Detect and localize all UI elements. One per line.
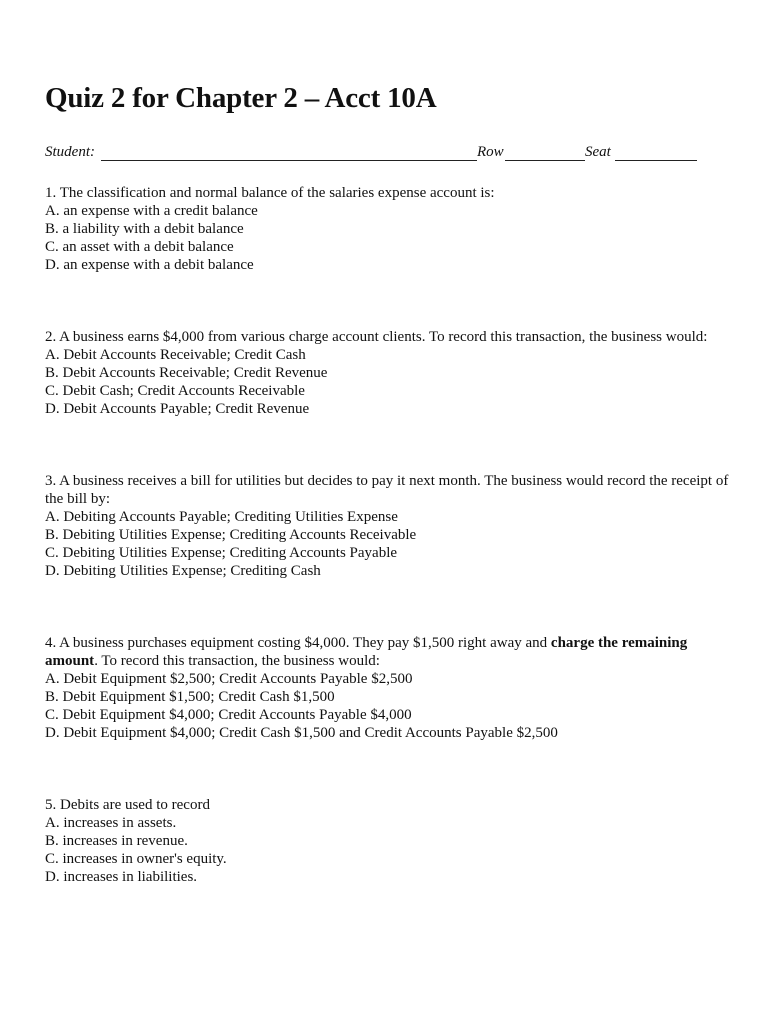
answer-option[interactable]: C. Debiting Utilities Expense; Crediting Accounts Payable — [45, 545, 398, 561]
student-name-blank[interactable] — [101, 160, 477, 161]
question-stem: 1. The classification and normal balance of the salaries expense account is: — [45, 185, 495, 201]
answer-option[interactable]: A. Debiting Accounts Payable; Crediting Utilities Expense — [45, 509, 398, 525]
question-2 — [45, 328, 735, 418]
question-stem-part: 4. A business purchases equipment costing $4,000. They pay $1,500 right away and — [45, 635, 551, 651]
answer-option[interactable]: B. Debiting Utilities Expense; Crediting Accounts Receivable — [45, 527, 417, 543]
question-5 — [45, 796, 735, 886]
question-stem — [45, 634, 735, 670]
row-label: Row — [477, 144, 504, 160]
answer-option[interactable]: D. an expense with a debit balance — [45, 257, 254, 273]
student-label: Student: — [45, 144, 95, 160]
answer-option[interactable]: D. increases in liabilities. — [45, 869, 198, 885]
answer-option[interactable]: C. Debit Equipment $4,000; Credit Accounts Payable $4,000 — [45, 707, 412, 723]
row-blank[interactable] — [505, 160, 585, 161]
question-3 — [45, 472, 735, 580]
answer-option[interactable]: C. increases in owner's equity. — [45, 851, 227, 867]
student-info-line — [45, 144, 705, 164]
question-1 — [45, 184, 735, 274]
answer-option[interactable]: C. Debit Cash; Credit Accounts Receivable — [45, 383, 305, 399]
question-stem: 2. A business earns $4,000 from various charge account clients. To record this transaction, the business would: — [45, 329, 708, 345]
answer-option[interactable]: D. Debit Accounts Payable; Credit Revenue — [45, 401, 310, 417]
answer-option[interactable]: D. Debit Equipment $4,000; Credit Cash $1,500 and Credit Accounts Payable $2,500 — [45, 725, 558, 741]
page-title: Quiz 2 for Chapter 2 – Acct 10A — [45, 82, 437, 114]
question-stem-part: . To record this transaction, the business would: — [94, 653, 380, 669]
question-stem: 3. A business receives a bill for utilities but decides to pay it next month. The business would record the receipt of the bill by: — [45, 473, 729, 507]
answer-option[interactable]: C. an asset with a debit balance — [45, 239, 234, 255]
answer-option[interactable]: B. increases in revenue. — [45, 833, 188, 849]
question-stem-emphasis: charge the remaining amount — [45, 635, 688, 669]
seat-blank[interactable] — [615, 160, 697, 161]
answer-option[interactable]: D. Debiting Utilities Expense; Crediting Cash — [45, 563, 321, 579]
question-stem: 5. Debits are used to record — [45, 797, 210, 813]
answer-option[interactable]: A. increases in assets. — [45, 815, 177, 831]
question-4 — [45, 634, 735, 742]
answer-option[interactable]: A. Debit Accounts Receivable; Credit Cash — [45, 347, 306, 363]
answer-option[interactable]: B. Debit Accounts Receivable; Credit Revenue — [45, 365, 328, 381]
answer-option[interactable]: A. an expense with a credit balance — [45, 203, 258, 219]
answer-option[interactable]: B. a liability with a debit balance — [45, 221, 244, 237]
answer-option[interactable]: A. Debit Equipment $2,500; Credit Accounts Payable $2,500 — [45, 671, 413, 687]
answer-option[interactable]: B. Debit Equipment $1,500; Credit Cash $1,500 — [45, 689, 335, 705]
seat-label: Seat — [585, 144, 611, 160]
